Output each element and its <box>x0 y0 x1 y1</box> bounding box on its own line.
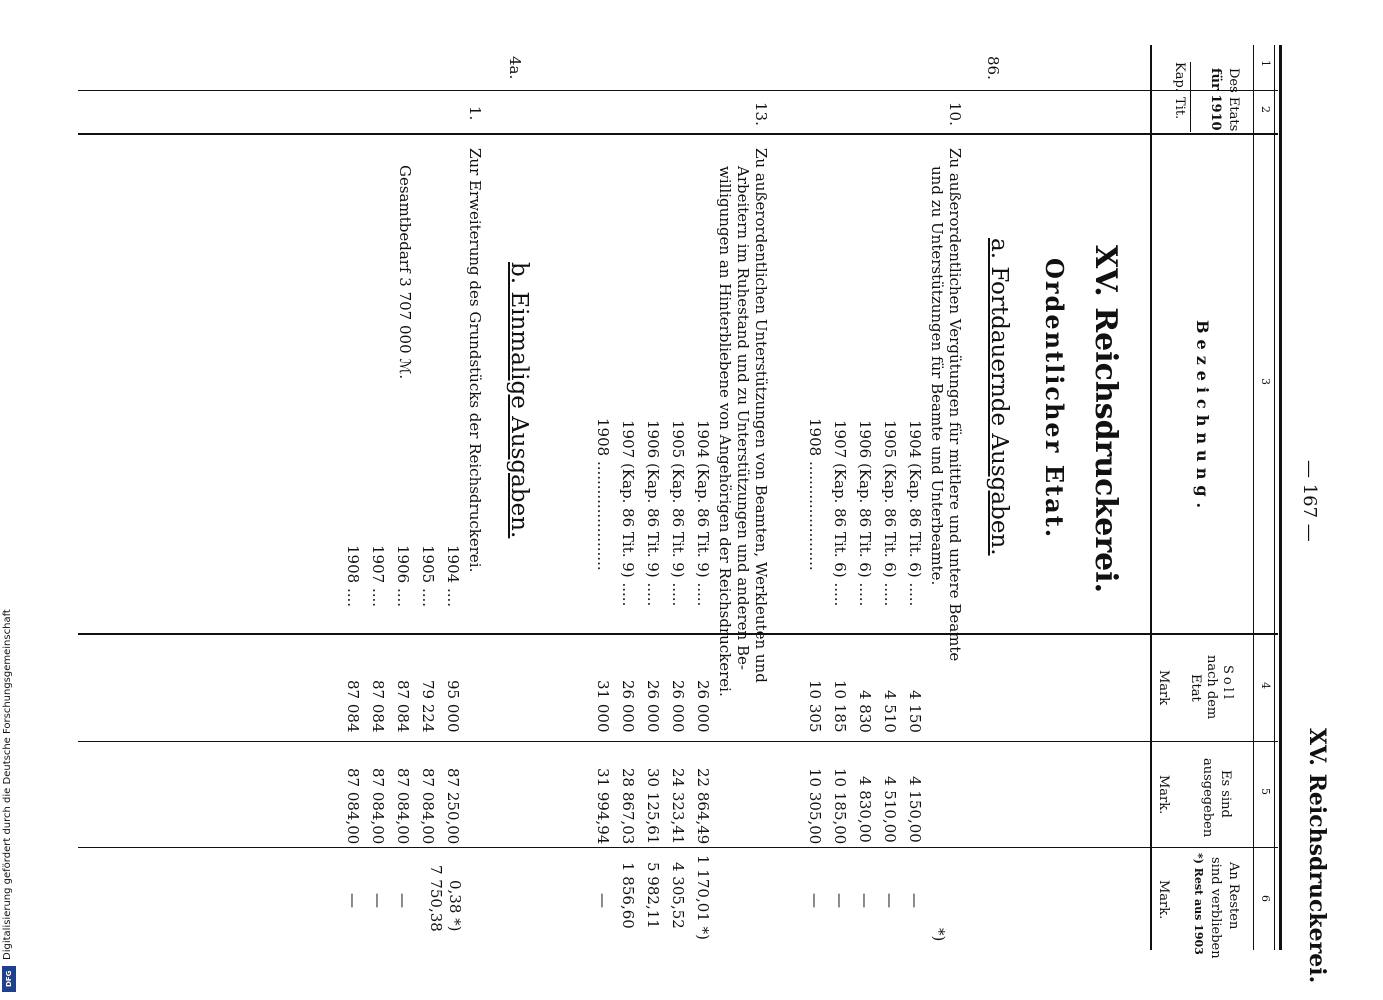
col-number-2: 2 <box>1259 106 1272 113</box>
tit-13-row-1908-label: 1908 ....................... <box>594 418 612 571</box>
running-head: XV. Reichsdruckerei. <box>1304 728 1330 984</box>
section-b-title: b. Einmalige Ausgaben. <box>506 262 532 539</box>
header-soll-line3: Etat <box>1188 674 1203 702</box>
tit-1-row-1904-ausg: 87 250,00 <box>444 768 462 845</box>
soll-ausg-divider <box>78 741 1278 742</box>
tit-13-row-1906-ausg: 30 125,61 <box>644 768 662 845</box>
tit-1-text: Zur Erweiterung des Grundstücks der Reichsdruckerei. <box>466 148 484 573</box>
tit-10-row-1904-ausg: 4 150,00 <box>906 776 924 843</box>
tit-10-row-1904-rest: — <box>906 893 924 908</box>
tit-13-row-1908-ausg: 31 994,94 <box>594 768 612 845</box>
tit-1: 1. <box>466 106 484 121</box>
tit-13-row-1905-rest: 4 305,52 <box>669 862 687 929</box>
tit-13-row-1908-rest: — <box>594 893 612 908</box>
tit-10: 10. <box>946 102 964 126</box>
tit-13-row-1907-rest: 1 856,60 <box>619 862 637 929</box>
tit-13-row-1904-rest: 1 170,01 *) <box>694 855 712 940</box>
tit-10-row-1908-soll: 10 305 <box>806 680 824 733</box>
header-ausg-unit: Mark. <box>1156 775 1171 815</box>
header-soll-line1: Soll <box>1220 665 1235 703</box>
tit-10-row-1904-soll: 4 150 <box>906 690 924 733</box>
tit-1-row-1906-label: 1906 .... <box>394 545 412 608</box>
column-number-rule <box>1253 45 1254 950</box>
tit-13-text-line1: Zu außerordentlichen Unterstützungen von Beamten, Werkleuten und <box>752 148 770 683</box>
tit-1-row-1906-rest: — <box>394 893 412 908</box>
tit-1-row-1905-soll: 79 224 <box>419 680 437 733</box>
tit-1-row-1905-label: 1905 .... <box>419 545 437 608</box>
tit-10-row-1905-rest: — <box>881 893 899 908</box>
tit-13: 13. <box>752 102 770 126</box>
tit-10-row-1905-soll: 4 510 <box>881 690 899 733</box>
tit-13-row-1904-ausg: 22 864,49 <box>694 768 712 845</box>
tit-1-row-1908-soll: 87 084 <box>344 680 362 733</box>
tit-10-row-1907-ausg: 10 185,00 <box>831 768 849 845</box>
tit-10-row-1905-label: 1905 (Kap. 86 Tit. 6) ..... <box>881 420 899 607</box>
col-number-1: 1 <box>1259 60 1272 67</box>
tit-13-row-1905-label: 1905 (Kap. 86 Tit. 9) ..... <box>669 420 687 607</box>
kap-4a: 4a. <box>506 56 524 80</box>
tit-13-row-1904-label: 1904 (Kap. 86 Tit. 9) ..... <box>694 420 712 607</box>
header-rest-line3: *) Rest aus 1903 <box>1192 853 1205 955</box>
tit-1-row-1907-rest: — <box>369 893 387 908</box>
tit-10-row-1906-soll: 4 830 <box>856 690 874 733</box>
page-number: — 167 — <box>1299 460 1320 542</box>
col-number-3: 3 <box>1259 378 1272 385</box>
kap-tit-divider <box>78 90 1278 91</box>
header-tit: Tit. <box>1172 97 1187 120</box>
tit-13-row-1907-ausg: 28 867,03 <box>619 768 637 845</box>
main-title: XV. Reichsdruckerei. <box>1088 245 1123 594</box>
tit-10-text-line1: Zu außerordentlichen Vergütungen für mittlere und untere Beamte <box>946 148 964 662</box>
tit-1-row-1908-rest: — <box>344 893 362 908</box>
tit-1-row-1907-soll: 87 084 <box>369 680 387 733</box>
tit-13-row-1904-soll: 26 000 <box>694 680 712 733</box>
tit-1-row-1904-soll: 95 000 <box>444 680 462 733</box>
header-soll-line2: nach dem <box>1204 655 1219 720</box>
tit-10-row-1906-ausg: 4 830,00 <box>856 776 874 843</box>
tit-13-text-line3: willigungen an Hinterbliebene von Angehörigen der Reichsdruckerei. <box>716 166 734 697</box>
tit-13-row-1908-soll: 31 000 <box>594 680 612 733</box>
funding-note: Digitalisierung gefördert durch die Deutsche Forschungsgemeinschaft <box>2 609 13 960</box>
tit-10-rest-mark: *) <box>930 928 948 942</box>
tit-13-text-line2: Arbeitern im Ruhestand und zu Unterstützungen und anderen Be- <box>734 166 752 670</box>
tit-10-row-1904-label: 1904 (Kap. 86 Tit. 6) ..... <box>906 420 924 607</box>
header-bottom-rule <box>1150 45 1152 950</box>
tit-1-row-1906-ausg: 87 084,00 <box>394 768 412 845</box>
tit-1-row-1908-ausg: 87 084,00 <box>344 768 362 845</box>
tit-13-row-1907-soll: 26 000 <box>619 680 637 733</box>
sub-title: Ordentlicher Etat. <box>1040 258 1069 540</box>
header-etat-line1: Des Etats <box>1226 68 1241 132</box>
header-rest-line2: sind verblieben <box>1208 857 1223 959</box>
tit-10-row-1905-ausg: 4 510,00 <box>881 776 899 843</box>
kap-86: 86. <box>984 56 1002 80</box>
tit-13-row-1906-label: 1906 (Kap. 86 Tit. 9) ..... <box>644 420 662 607</box>
etat-header-divider <box>1190 62 1191 132</box>
tit-10-row-1907-rest: — <box>831 893 849 908</box>
tit-10-row-1908-rest: — <box>806 893 824 908</box>
tit-10-row-1906-label: 1906 (Kap. 86 Tit. 6) ..... <box>856 420 874 607</box>
tit-text-divider <box>78 133 1278 135</box>
tit-1-row-1905-ausg: 87 084,00 <box>419 768 437 845</box>
ausg-rest-divider <box>78 847 1278 848</box>
col-number-5: 5 <box>1259 788 1272 795</box>
header-soll-unit: Mark <box>1156 670 1171 706</box>
col-number-6: 6 <box>1259 895 1272 902</box>
tit-1-row-1907-ausg: 87 084,00 <box>369 768 387 845</box>
col-number-4: 4 <box>1259 682 1272 689</box>
tit-1-row-1904-rest: 0,38 *) <box>446 880 464 932</box>
tit-13-row-1906-rest: 5 982,11 <box>644 862 662 929</box>
header-etat-line2: für 1910 <box>1208 68 1223 131</box>
gesamtbedarf: Gesamtbedarf 3 707 000 ℳ. <box>396 165 414 380</box>
tit-1-row-1906-soll: 87 084 <box>394 680 412 733</box>
tit-10-row-1907-soll: 10 185 <box>831 680 849 733</box>
tit-1-row-1904-label: 1904 .... <box>444 545 462 608</box>
tit-10-row-1908-label: 1908 ....................... <box>806 418 824 571</box>
header-bezeichnung: Bezeichnung. <box>1193 320 1212 515</box>
header-ausg-line1: Es sind <box>1218 770 1233 818</box>
tit-10-row-1908-ausg: 10 305,00 <box>806 768 824 845</box>
right-double-rule-inner <box>1274 45 1275 950</box>
tit-10-text-line2: und zu Unterstützungen für Beamte und Unterbeamte. <box>928 166 946 586</box>
header-kap: Kap. <box>1172 62 1187 92</box>
text-soll-divider <box>78 633 1278 635</box>
tit-1-row-1905-rest: 7 750,38 <box>427 865 445 932</box>
tit-13-row-1907-label: 1907 (Kap. 86 Tit. 9) ..... <box>619 420 637 607</box>
tit-10-row-1907-label: 1907 (Kap. 86 Tit. 6) ..... <box>831 420 849 607</box>
header-rest-unit: Mark. <box>1156 880 1171 920</box>
tit-10-row-1906-rest: — <box>856 893 874 908</box>
header-rest-line1: An Resten <box>1226 862 1241 930</box>
dfg-logo: DFG <box>2 966 16 992</box>
tit-1-row-1907-label: 1907 .... <box>369 545 387 608</box>
header-ausg-line2: ausgegeben <box>1200 758 1215 838</box>
section-a-title: a. Fortdauernde Ausgaben. <box>986 238 1012 556</box>
tit-13-row-1906-soll: 26 000 <box>644 680 662 733</box>
tit-13-row-1905-ausg: 24 323,41 <box>669 768 687 845</box>
tit-13-row-1905-soll: 26 000 <box>669 680 687 733</box>
right-double-rule-outer <box>1279 45 1282 950</box>
tit-1-row-1908-label: 1908 .... <box>344 545 362 608</box>
